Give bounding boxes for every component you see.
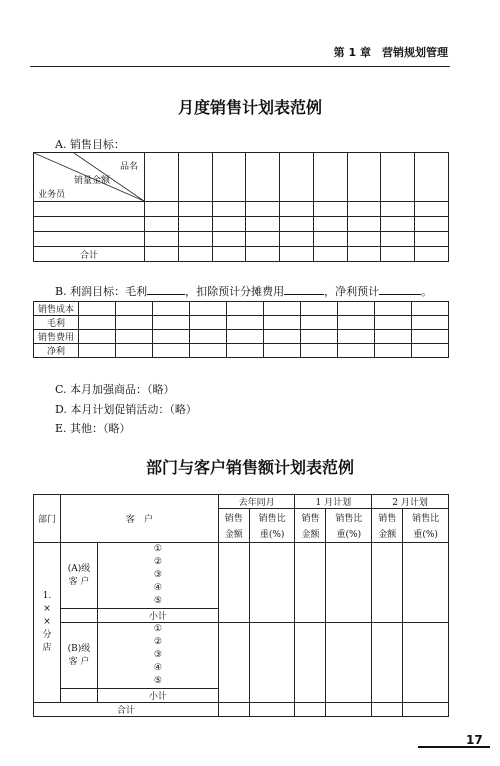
row-header-label: 业务员 — [38, 190, 66, 200]
grade-b-cell: (B)级 客 户 — [61, 623, 98, 689]
row-sales-cost: 销售成本 — [34, 302, 79, 316]
period-feb-plan: 2 月计划 — [372, 495, 449, 509]
dept-header: 部门 — [34, 495, 61, 543]
section1-title: 月度销售计划表范例 — [177, 98, 322, 117]
sales-target-table — [33, 152, 449, 262]
sub-pct: 重(%) — [403, 526, 449, 543]
sub-sales: 销售 — [372, 509, 403, 526]
profit-table — [33, 301, 449, 358]
col-header-label: 品名 — [119, 162, 138, 172]
grade-a-list: ① ② ③ ④ ⑤ — [98, 543, 219, 609]
sub-amount: 金额 — [218, 526, 249, 543]
grand-total: 合计 — [34, 703, 219, 717]
chapter-header: 第 1 章 营销规划管理 — [333, 46, 448, 59]
diag-middle-label: 销量金额 — [74, 176, 111, 186]
item-e: E. 其他：（略） — [55, 422, 131, 435]
profit-target-line: B. 利润目标：毛利 ，扣除预计分摊费用 ，净利预计 。 — [55, 285, 433, 298]
sub-amount: 金额 — [372, 526, 403, 543]
sub-ratio: 销售比 — [403, 509, 449, 526]
footer-rule — [418, 746, 490, 748]
row-net-profit: 净利 — [34, 344, 79, 358]
sub-ratio: 销售比 — [249, 509, 295, 526]
subtotal-b: 小计 — [98, 689, 219, 703]
grade-a-cell: (A)级 客 户 — [61, 543, 98, 609]
diagonal-header-cell — [34, 153, 145, 202]
sub-ratio: 销售比 — [326, 509, 372, 526]
item-c: C. 本月加强商品：（略） — [55, 383, 175, 396]
subtotal-a: 小计 — [98, 609, 219, 623]
branch-cell: 1. × × 分 店 — [34, 543, 61, 703]
grade-b-list: ① ② ③ ④ ⑤ — [98, 623, 219, 689]
period-last-year: 去年同月 — [218, 495, 295, 509]
sales-target-label: A. 销售目标： — [55, 138, 125, 151]
total-cell: 合计 — [34, 247, 145, 262]
item-d: D. 本月计划促销活动：（略） — [55, 403, 197, 416]
header-rule — [30, 66, 450, 67]
customer-header: 客 户 — [61, 495, 219, 543]
row-gross-profit: 毛利 — [34, 316, 79, 330]
dept-customer-table — [33, 494, 449, 717]
sub-sales: 销售 — [295, 509, 326, 526]
period-jan-plan: 1 月计划 — [295, 495, 372, 509]
page-number: 17 — [466, 733, 483, 747]
sub-pct: 重(%) — [326, 526, 372, 543]
row-sales-expense: 销售费用 — [34, 330, 79, 344]
sub-amount: 金额 — [295, 526, 326, 543]
sub-sales: 销售 — [218, 509, 249, 526]
section2-title: 部门与客户销售额计划表范例 — [145, 458, 354, 477]
sub-pct: 重(%) — [249, 526, 295, 543]
